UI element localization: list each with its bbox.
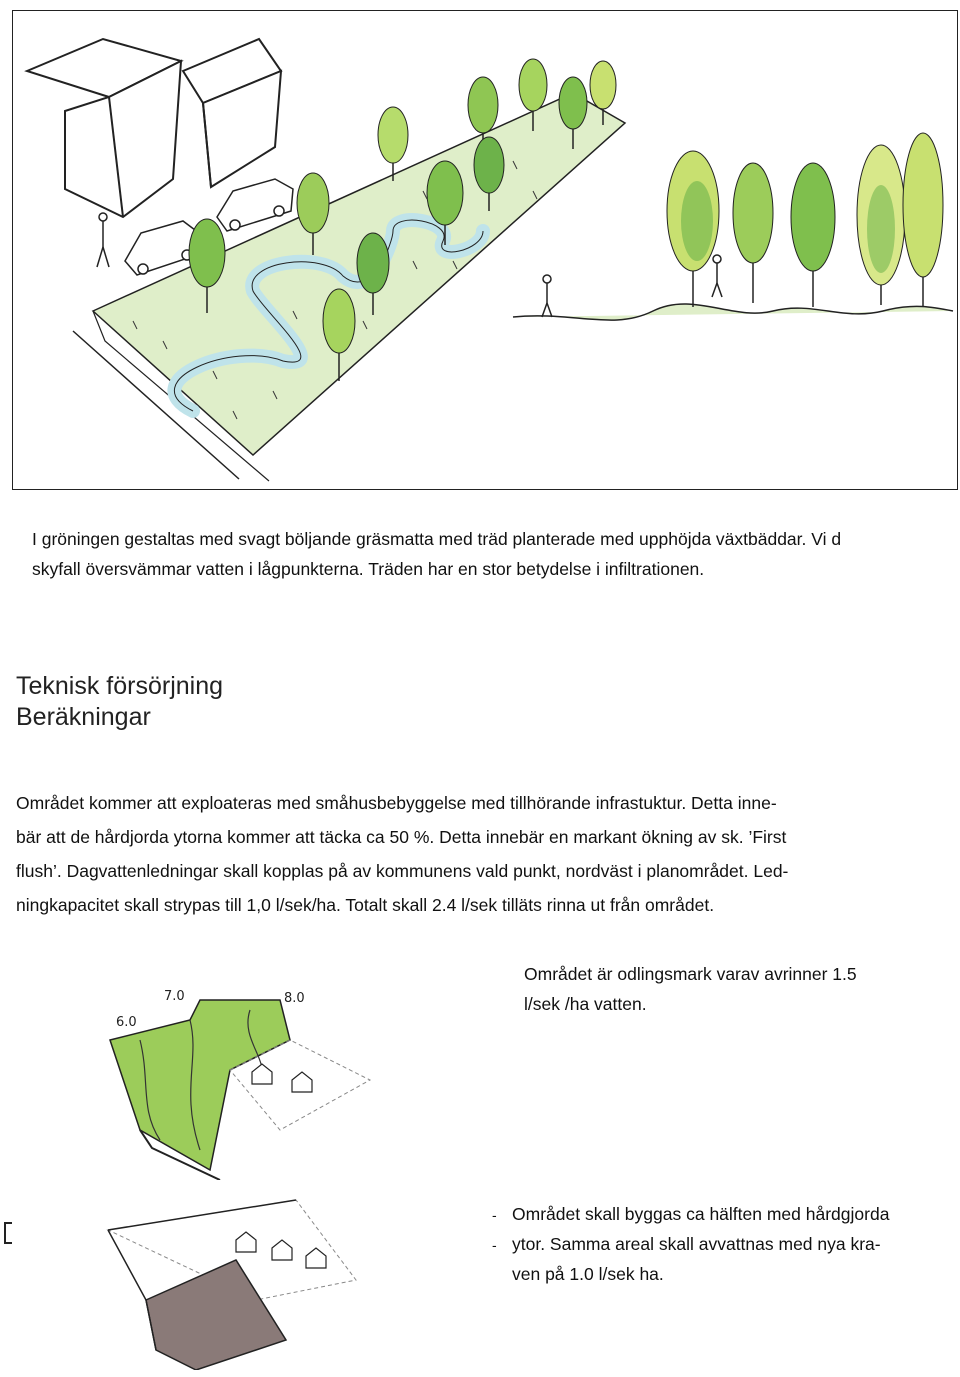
landscape-sketch [12, 10, 958, 490]
contour-label-b: 7.0 [164, 989, 185, 1004]
intro-line-2: skyfall översvämmar vatten i lågpunkterna. Träden har en stor betydelse i infiltrationen. [32, 559, 705, 579]
note2-line-3: ven på 1.0 l/sek ha. [512, 1264, 664, 1284]
note2-line-1: Området skall byggas ca hälften med hårdgjorda [512, 1204, 890, 1224]
note1-line-1: Området är odlingsmark varav avrinner 1.5 [524, 964, 857, 984]
contour-label-c: 8.0 [284, 991, 305, 1006]
hard-surface-area [146, 1260, 286, 1370]
site-sketch-developed [96, 1190, 366, 1370]
heading-subtitle: Beräkningar [16, 703, 151, 731]
note2-dash-2: - [492, 1237, 497, 1253]
body-line-1: Området kommer att exploateras med småhusbebyggelse med tillhörande infrastuktur. Detta inne- [16, 793, 777, 813]
note2-dash-1: - [492, 1207, 497, 1223]
field-area [110, 1000, 290, 1170]
note-development [512, 1199, 952, 1289]
body-paragraph [16, 786, 946, 922]
intro-line-1: I gröningen gestaltas med svagt böljande gräsmatta med träd planterade med upphöjda växtbäddar. Vi d [32, 529, 842, 549]
site-sketch-developed-drawing [96, 1190, 366, 1370]
body-line-3: flush’. Dagvattenledningar skall kopplas på av kommunens vald punkt, nordväst i planområdet. Led- [16, 861, 789, 881]
body-line-2: bär att de hårdjorda ytorna kommer att täcka ca 50 %. Detta innebär en markant ökning av sk. ’First [16, 827, 787, 847]
bracket-mark [4, 1222, 12, 1244]
note-agricultural [524, 959, 944, 1019]
contour-label-a: 6.0 [116, 1015, 137, 1030]
heading-title: Teknisk försörjning [16, 672, 224, 700]
body-line-4: ningkapacitet skall strypas till 1,0 l/sek/ha. Totalt skall 2.4 l/sek tilläts rinna ut från området. [16, 895, 715, 915]
site-sketch-existing-drawing [80, 980, 510, 1180]
note2-line-2: ytor. Samma areal skall avvattnas med nya kra- [512, 1234, 881, 1254]
person [97, 213, 109, 267]
note1-line-2: l/sek /ha vatten. [524, 994, 647, 1014]
site-sketch-existing [80, 980, 510, 1180]
landscape-sketch-drawing [13, 11, 957, 489]
intro-paragraph [32, 524, 952, 584]
section-heading [16, 671, 223, 733]
